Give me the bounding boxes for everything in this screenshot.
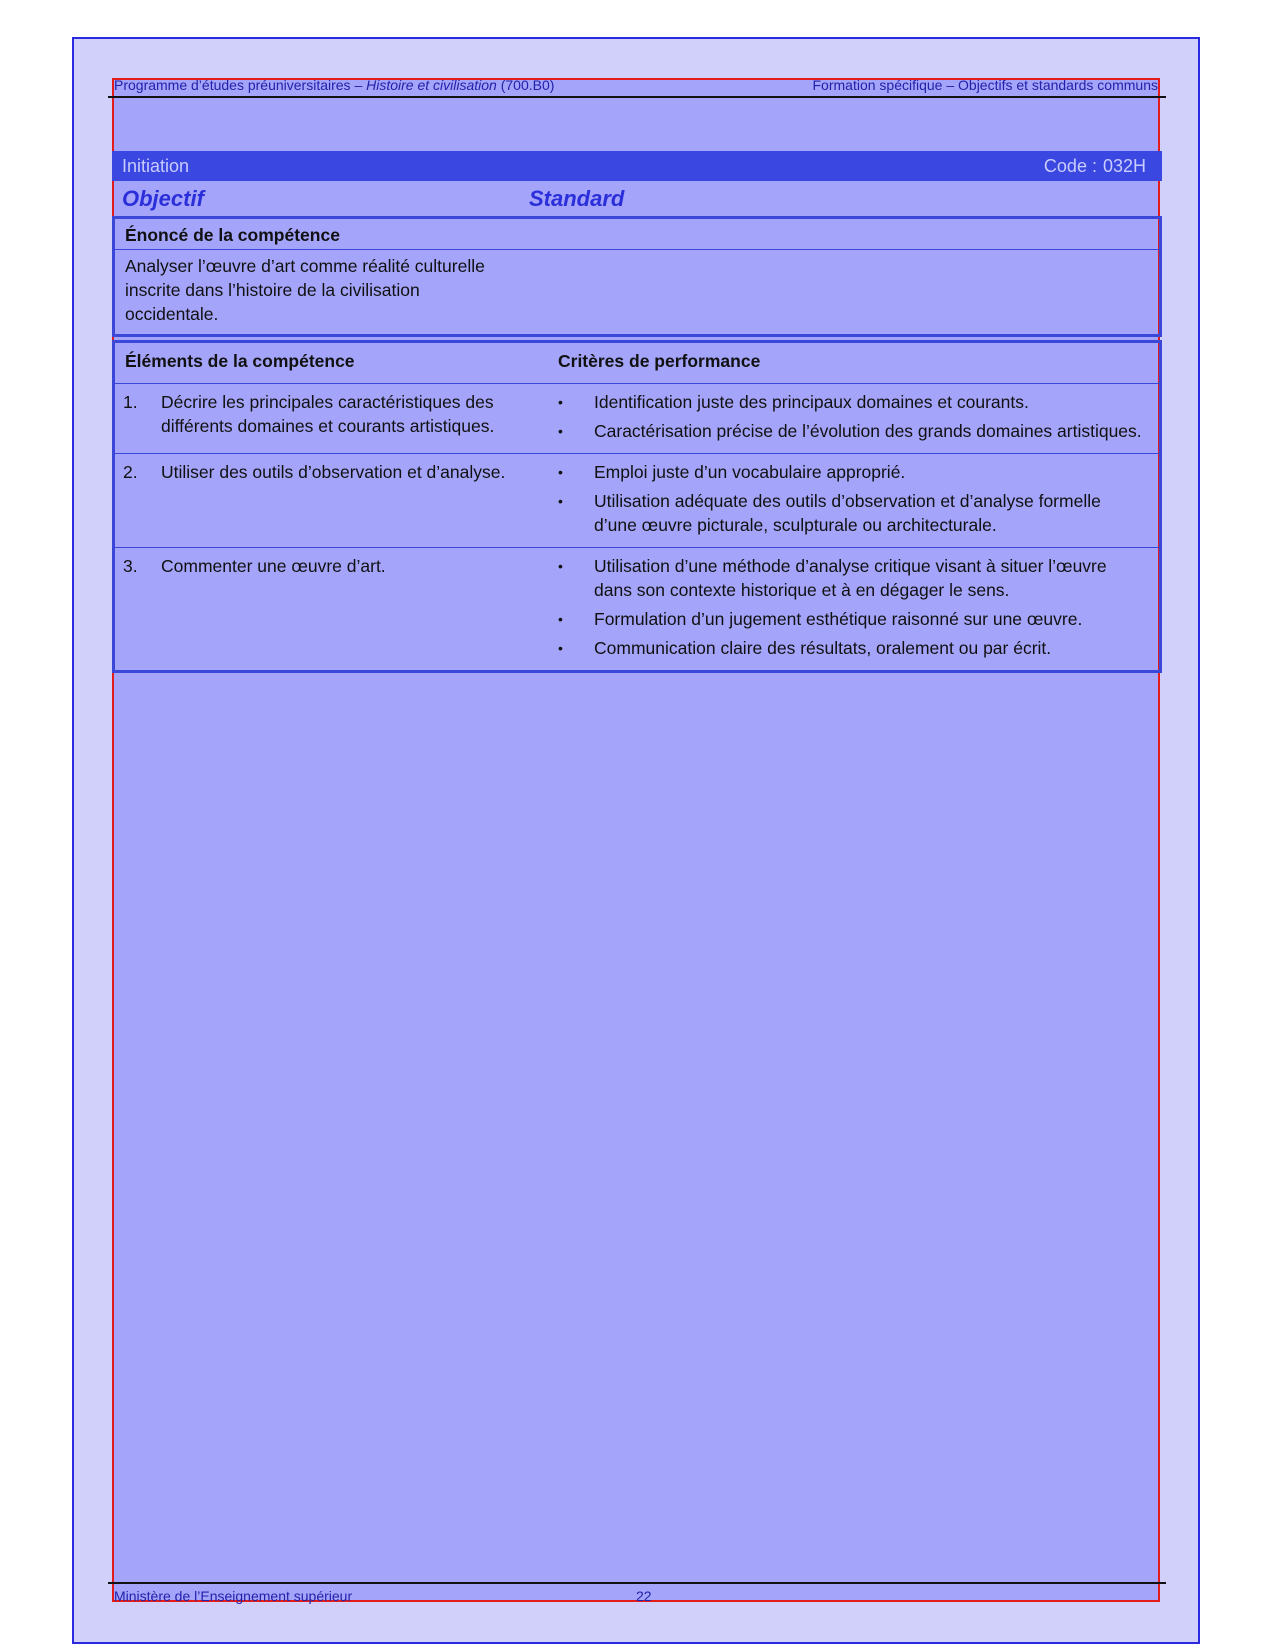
enonce-table bbox=[112, 216, 1162, 337]
header-section: Formation spécifique – Objectifs et standards communs bbox=[812, 77, 1158, 93]
criteria-cell bbox=[556, 454, 1161, 548]
element-text: Décrire les principales caractéristiques des différents domaines et courants artistiques. bbox=[161, 392, 495, 436]
bullet-icon: • bbox=[558, 423, 563, 439]
header-rule bbox=[108, 96, 1166, 98]
criteria-cell bbox=[556, 548, 1161, 672]
footer-rule bbox=[108, 1582, 1166, 1584]
element-cell bbox=[114, 384, 557, 454]
running-footer bbox=[114, 1588, 654, 1606]
enonce-text: Analyser l’œuvre d’art comme réalité culturelle inscrite dans l’histoire de la civilisation occidentale. bbox=[125, 256, 485, 324]
criterion-text: Utilisation d’une méthode d’analyse critique visant à situer l’œuvre dans son contexte historique et à en dégager le sens. bbox=[594, 556, 1107, 600]
element-item bbox=[123, 390, 548, 438]
criterion-item bbox=[558, 419, 1143, 443]
criterion-item bbox=[558, 607, 1143, 631]
criteria-cell bbox=[556, 384, 1161, 454]
table-row bbox=[114, 384, 1161, 454]
running-header bbox=[114, 76, 1158, 94]
criterion-text: Utilisation adéquate des outils d’observation et d’analyse formelle d’une œuvre picturale, sculpturale ou architecturale. bbox=[594, 491, 1101, 535]
bullet-icon: • bbox=[558, 558, 563, 574]
bullet-icon: • bbox=[558, 394, 563, 410]
bullet-icon: • bbox=[558, 493, 563, 509]
bullet-icon: • bbox=[558, 611, 563, 627]
table-row bbox=[114, 548, 1161, 672]
standard-heading: Standard bbox=[529, 186, 625, 211]
criterion-text: Identification juste des principaux domaines et courants. bbox=[594, 392, 1029, 412]
bullet-icon: • bbox=[558, 640, 563, 656]
column-headings bbox=[112, 186, 1162, 214]
banner-code bbox=[1044, 156, 1146, 177]
element-text: Commenter une œuvre d’art. bbox=[161, 556, 386, 576]
element-item bbox=[123, 554, 548, 578]
element-number: 1. bbox=[123, 392, 138, 412]
criterion-item bbox=[558, 390, 1143, 414]
element-item bbox=[123, 460, 548, 484]
enonce-cell bbox=[114, 250, 1161, 336]
criterion-text: Caractérisation précise de l’évolution des grands domaines artistiques. bbox=[594, 421, 1142, 441]
element-cell bbox=[114, 548, 557, 672]
elements-table bbox=[112, 340, 1162, 673]
criterion-item bbox=[558, 636, 1143, 660]
page-number: 22 bbox=[636, 1588, 652, 1604]
objective-heading: Objectif bbox=[122, 186, 204, 211]
criterion-item bbox=[558, 460, 1143, 484]
criterion-text: Emploi juste d’un vocabulaire approprié. bbox=[594, 462, 906, 482]
element-number: 2. bbox=[123, 462, 138, 482]
criterion-text: Communication claire des résultats, oralement ou par écrit. bbox=[594, 638, 1052, 658]
code-value: 032H bbox=[1102, 155, 1146, 176]
enonce-heading: Énoncé de la compétence bbox=[125, 225, 340, 245]
competency-banner bbox=[112, 151, 1162, 181]
criteria-heading: Critères de performance bbox=[558, 351, 761, 371]
criterion-item bbox=[558, 554, 1143, 602]
criterion-item bbox=[558, 489, 1143, 537]
banner-title: Initiation bbox=[122, 155, 190, 176]
code-label: Code : bbox=[1043, 155, 1097, 176]
element-text: Utiliser des outils d’observation et d’analyse. bbox=[161, 462, 506, 482]
criterion-text: Formulation d’un jugement esthétique raisonné sur une œuvre. bbox=[594, 609, 1083, 629]
table-row bbox=[114, 454, 1161, 548]
footer-ministry: Ministère de l’Enseignement supérieur bbox=[114, 1588, 353, 1604]
bullet-icon: • bbox=[558, 464, 563, 480]
elements-heading: Éléments de la compétence bbox=[125, 351, 355, 371]
header-program: Programme d’études préuniversitaires – Histoire et civilisation (700.B0) bbox=[114, 77, 555, 93]
element-cell bbox=[114, 454, 557, 548]
element-number: 3. bbox=[123, 556, 138, 576]
